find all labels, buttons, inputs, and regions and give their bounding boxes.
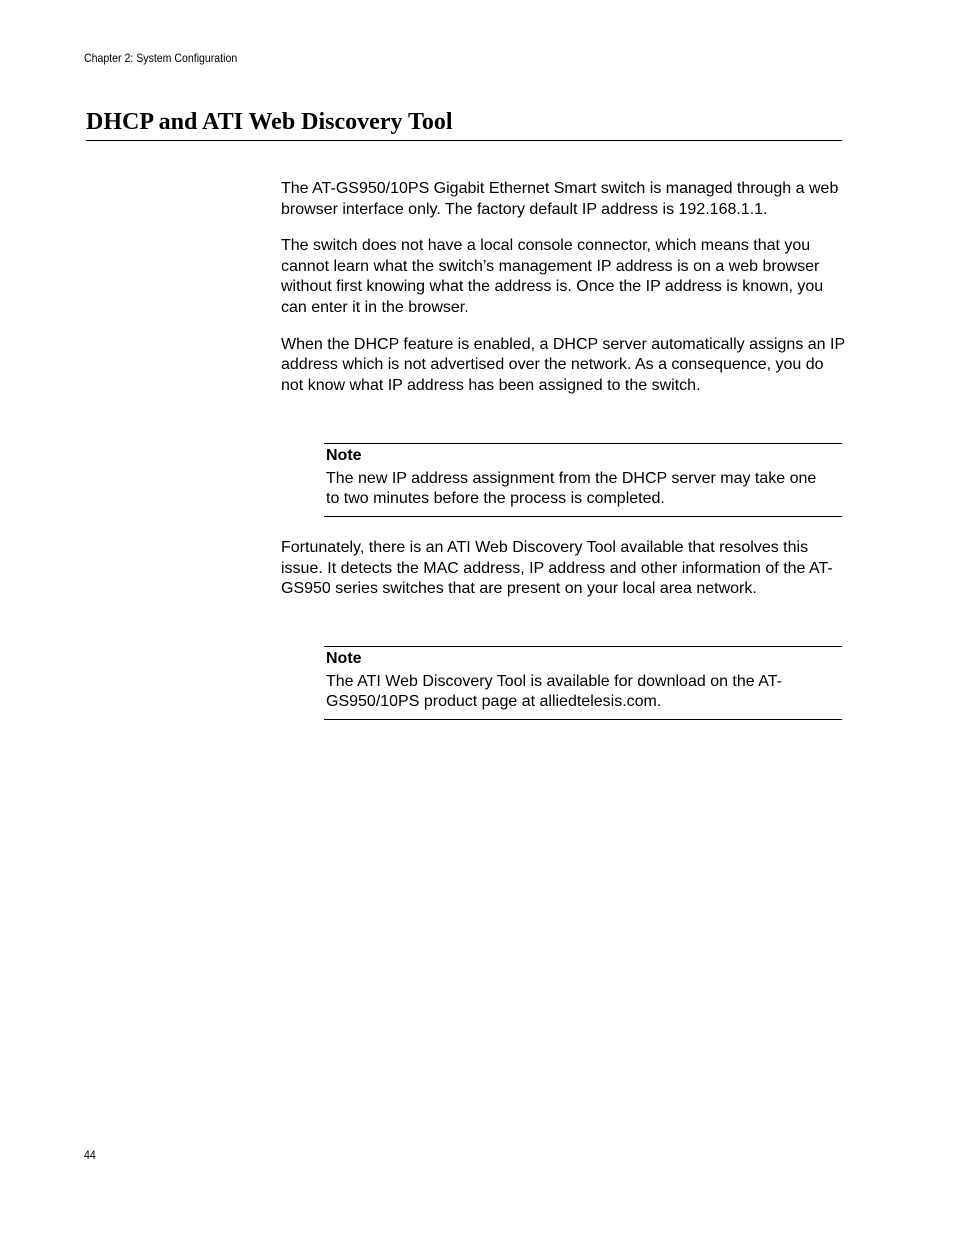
page-number: 44 <box>84 1148 96 1162</box>
note-text: The new IP address assignment from the DHCP server may take one to two minutes before the process is completed. <box>326 469 817 508</box>
paragraph-discovery-tool: Fortunately, there is an ATI Web Discovery Tool available that resolves this issue. It detects the MAC address, IP address and other information of the AT-GS950 series switches that are present on your local area network. <box>281 539 833 598</box>
note-box <box>324 443 842 517</box>
body-column-continued <box>281 538 846 600</box>
running-header: Chapter 2: System Configuration <box>84 51 238 65</box>
note-label: Note <box>326 447 362 464</box>
note-label: Note <box>326 650 362 667</box>
paragraph-console: The switch does not have a local console connector, which means that you cannot learn what the switch’s management IP address is on a web browser without first knowing what the address is. Once the IP address is known, you can enter it in the browser. <box>281 237 824 316</box>
paragraph-dhcp: When the DHCP feature is enabled, a DHCP server automatically assigns an IP address which is not advertised over the network. As a consequence, you do not know what IP address has been assigned to the switch. <box>281 335 845 394</box>
note-box <box>324 646 842 720</box>
note-text: The ATI Web Discovery Tool is available for download on the AT-GS950/10PS product page at alliedtelesis.com. <box>326 672 782 711</box>
section-title: DHCP and ATI Web Discovery Tool <box>86 109 453 135</box>
paragraph-intro: The AT-GS950/10PS Gigabit Ethernet Smart switch is managed through a web browser interface only. The factory default IP address is 192.168.1.1. <box>281 180 839 218</box>
title-rule <box>86 140 842 141</box>
body-column <box>281 179 846 396</box>
